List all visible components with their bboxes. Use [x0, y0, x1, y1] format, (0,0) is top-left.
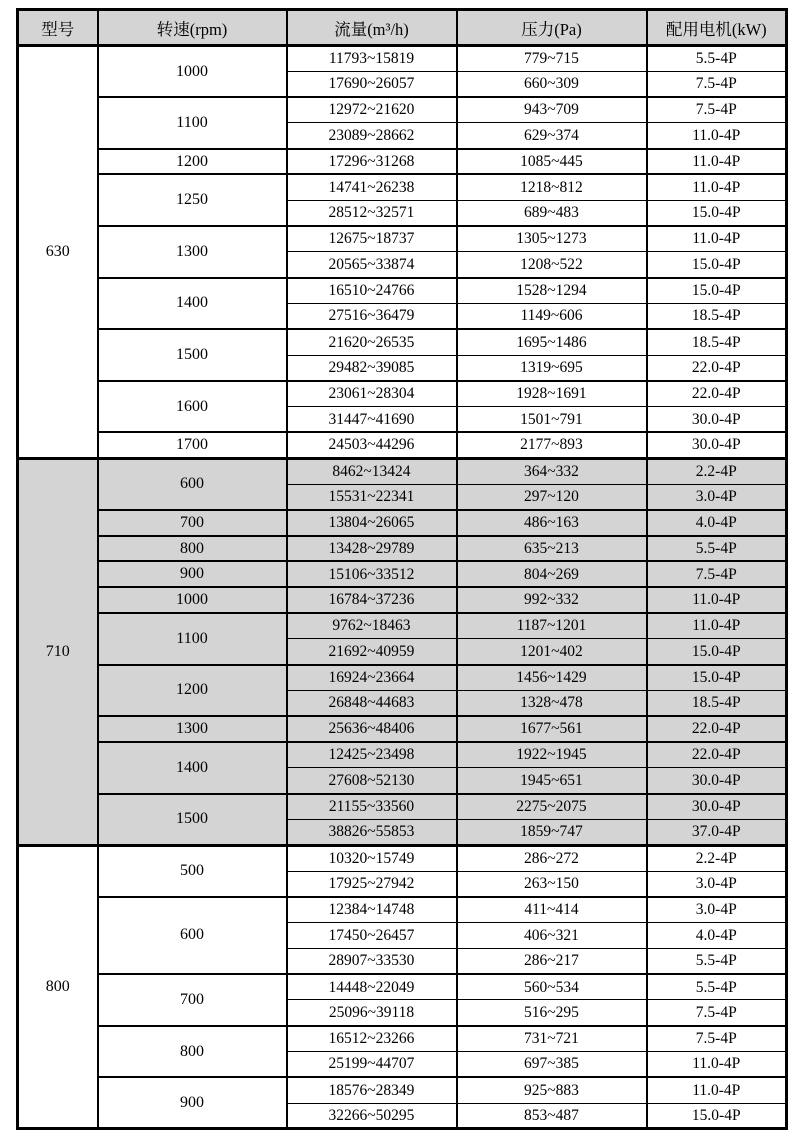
motor-cell: 22.0-4P: [647, 355, 787, 381]
flow-cell: 14448~22049: [287, 974, 457, 1000]
motor-cell: 3.0-4P: [647, 897, 787, 923]
motor-cell: 15.0-4P: [647, 200, 787, 226]
motor-cell: 3.0-4P: [647, 484, 787, 510]
pressure-cell: 1501~791: [457, 407, 647, 433]
flow-cell: 25636~48406: [287, 716, 457, 742]
rpm-cell: 1400: [98, 278, 287, 330]
motor-cell: 18.5-4P: [647, 690, 787, 716]
motor-cell: 18.5-4P: [647, 303, 787, 329]
motor-cell: 11.0-4P: [647, 1077, 787, 1103]
table-row: [18, 174, 787, 200]
table-row: [18, 149, 787, 175]
pressure-cell: 853~487: [457, 1103, 647, 1129]
motor-cell: 11.0-4P: [647, 149, 787, 175]
pressure-cell: 1305~1273: [457, 226, 647, 252]
motor-cell: 15.0-4P: [647, 665, 787, 691]
table-row: [18, 665, 787, 691]
pressure-cell: 925~883: [457, 1077, 647, 1103]
motor-cell: 37.0-4P: [647, 819, 787, 845]
pressure-cell: 1456~1429: [457, 665, 647, 691]
pressure-cell: 629~374: [457, 123, 647, 149]
motor-cell: 4.0-4P: [647, 510, 787, 536]
pressure-cell: 1328~478: [457, 690, 647, 716]
pressure-cell: 943~709: [457, 97, 647, 123]
pressure-cell: 1085~445: [457, 149, 647, 175]
motor-cell: 5.5-4P: [647, 536, 787, 562]
pressure-cell: 2177~893: [457, 432, 647, 458]
column-header-flow: 流量(m³/h): [287, 10, 457, 46]
column-header-rpm: 转速(rpm): [98, 10, 287, 46]
flow-cell: 29482~39085: [287, 355, 457, 381]
flow-cell: 16784~37236: [287, 587, 457, 613]
motor-cell: 30.0-4P: [647, 432, 787, 458]
rpm-cell: 700: [98, 974, 287, 1026]
flow-cell: 17690~26057: [287, 71, 457, 97]
table-row: [18, 845, 787, 871]
pressure-cell: 286~217: [457, 948, 647, 974]
motor-cell: 7.5-4P: [647, 1000, 787, 1026]
flow-cell: 11793~15819: [287, 46, 457, 72]
motor-cell: 5.5-4P: [647, 46, 787, 72]
table-row: [18, 1026, 787, 1052]
pressure-cell: 1528~1294: [457, 278, 647, 304]
motor-cell: 2.2-4P: [647, 845, 787, 871]
flow-cell: 23089~28662: [287, 123, 457, 149]
header-row: [18, 10, 787, 46]
pressure-cell: 992~332: [457, 587, 647, 613]
motor-cell: 7.5-4P: [647, 97, 787, 123]
pressure-cell: 1859~747: [457, 819, 647, 845]
pressure-cell: 286~272: [457, 845, 647, 871]
column-header-model: 型号: [18, 10, 98, 46]
rpm-cell: 1500: [98, 794, 287, 846]
rpm-cell: 700: [98, 510, 287, 536]
pressure-cell: 1677~561: [457, 716, 647, 742]
motor-cell: 7.5-4P: [647, 1026, 787, 1052]
motor-cell: 11.0-4P: [647, 613, 787, 639]
table-row: [18, 510, 787, 536]
motor-cell: 15.0-4P: [647, 278, 787, 304]
flow-cell: 25199~44707: [287, 1052, 457, 1078]
rpm-cell: 1250: [98, 174, 287, 226]
pressure-cell: 364~332: [457, 458, 647, 484]
rpm-cell: 1000: [98, 587, 287, 613]
flow-cell: 13804~26065: [287, 510, 457, 536]
motor-cell: 7.5-4P: [647, 71, 787, 97]
pressure-cell: 1922~1945: [457, 742, 647, 768]
table-header: [18, 10, 787, 46]
flow-cell: 17450~26457: [287, 923, 457, 949]
rpm-cell: 1200: [98, 149, 287, 175]
flow-cell: 10320~15749: [287, 845, 457, 871]
flow-cell: 12972~21620: [287, 97, 457, 123]
flow-cell: 25096~39118: [287, 1000, 457, 1026]
flow-cell: 16510~24766: [287, 278, 457, 304]
pressure-cell: 635~213: [457, 536, 647, 562]
pressure-cell: 1695~1486: [457, 329, 647, 355]
flow-cell: 15531~22341: [287, 484, 457, 510]
flow-cell: 17925~27942: [287, 871, 457, 897]
pressure-cell: 2275~2075: [457, 794, 647, 820]
motor-cell: 30.0-4P: [647, 768, 787, 794]
table-row: [18, 716, 787, 742]
rpm-cell: 1000: [98, 46, 287, 98]
flow-cell: 15106~33512: [287, 561, 457, 587]
pressure-cell: 406~321: [457, 923, 647, 949]
motor-cell: 22.0-4P: [647, 716, 787, 742]
flow-cell: 9762~18463: [287, 613, 457, 639]
rpm-cell: 1300: [98, 226, 287, 278]
rpm-cell: 600: [98, 897, 287, 974]
motor-cell: 11.0-4P: [647, 174, 787, 200]
pressure-cell: 1201~402: [457, 639, 647, 665]
motor-cell: 15.0-4P: [647, 639, 787, 665]
flow-cell: 21155~33560: [287, 794, 457, 820]
pressure-cell: 1319~695: [457, 355, 647, 381]
table-row: [18, 381, 787, 407]
pressure-cell: 697~385: [457, 1052, 647, 1078]
table-row: [18, 278, 787, 304]
pressure-cell: 297~120: [457, 484, 647, 510]
rpm-cell: 1200: [98, 665, 287, 717]
table-row: [18, 46, 787, 72]
table-row: [18, 97, 787, 123]
table-row: [18, 536, 787, 562]
flow-cell: 12384~14748: [287, 897, 457, 923]
motor-cell: 30.0-4P: [647, 407, 787, 433]
pressure-cell: 486~163: [457, 510, 647, 536]
flow-cell: 26848~44683: [287, 690, 457, 716]
table-row: [18, 432, 787, 458]
pressure-cell: 689~483: [457, 200, 647, 226]
flow-cell: 31447~41690: [287, 407, 457, 433]
rpm-cell: 1400: [98, 742, 287, 794]
pressure-cell: 731~721: [457, 1026, 647, 1052]
flow-cell: 8462~13424: [287, 458, 457, 484]
flow-cell: 16512~23266: [287, 1026, 457, 1052]
pressure-cell: 516~295: [457, 1000, 647, 1026]
flow-cell: 13428~29789: [287, 536, 457, 562]
model-cell: 710: [18, 458, 98, 845]
flow-cell: 32266~50295: [287, 1103, 457, 1129]
flow-cell: 21620~26535: [287, 329, 457, 355]
flow-cell: 12675~18737: [287, 226, 457, 252]
flow-cell: 12425~23498: [287, 742, 457, 768]
motor-cell: 7.5-4P: [647, 561, 787, 587]
flow-cell: 24503~44296: [287, 432, 457, 458]
table-row: [18, 561, 787, 587]
rpm-cell: 900: [98, 561, 287, 587]
motor-cell: 4.0-4P: [647, 923, 787, 949]
fan-spec-table: [16, 8, 788, 1130]
rpm-cell: 900: [98, 1077, 287, 1129]
table-row: [18, 587, 787, 613]
pressure-cell: 779~715: [457, 46, 647, 72]
rpm-cell: 1600: [98, 381, 287, 433]
motor-cell: 15.0-4P: [647, 252, 787, 278]
pressure-cell: 560~534: [457, 974, 647, 1000]
column-header-pressure: 压力(Pa): [457, 10, 647, 46]
motor-cell: 15.0-4P: [647, 1103, 787, 1129]
table-row: [18, 897, 787, 923]
pressure-cell: 1149~606: [457, 303, 647, 329]
table-row: [18, 794, 787, 820]
rpm-cell: 800: [98, 536, 287, 562]
pressure-cell: 1187~1201: [457, 613, 647, 639]
flow-cell: 20565~33874: [287, 252, 457, 278]
flow-cell: 28907~33530: [287, 948, 457, 974]
pressure-cell: 1208~522: [457, 252, 647, 278]
table-body: [18, 46, 787, 1129]
rpm-cell: 800: [98, 1026, 287, 1078]
column-header-motor: 配用电机(kW): [647, 10, 787, 46]
model-cell: 800: [18, 845, 98, 1129]
motor-cell: 22.0-4P: [647, 742, 787, 768]
table-row: [18, 329, 787, 355]
motor-cell: 3.0-4P: [647, 871, 787, 897]
rpm-cell: 1700: [98, 432, 287, 458]
motor-cell: 22.0-4P: [647, 381, 787, 407]
flow-cell: 17296~31268: [287, 149, 457, 175]
table-row: [18, 742, 787, 768]
motor-cell: 11.0-4P: [647, 587, 787, 613]
motor-cell: 5.5-4P: [647, 948, 787, 974]
table-row: [18, 613, 787, 639]
pressure-cell: 411~414: [457, 897, 647, 923]
motor-cell: 5.5-4P: [647, 974, 787, 1000]
motor-cell: 30.0-4P: [647, 794, 787, 820]
pressure-cell: 1218~812: [457, 174, 647, 200]
table-row: [18, 1077, 787, 1103]
table-row: [18, 226, 787, 252]
pressure-cell: 263~150: [457, 871, 647, 897]
motor-cell: 11.0-4P: [647, 226, 787, 252]
flow-cell: 27608~52130: [287, 768, 457, 794]
table-row: [18, 974, 787, 1000]
motor-cell: 2.2-4P: [647, 458, 787, 484]
pressure-cell: 1945~651: [457, 768, 647, 794]
rpm-cell: 1100: [98, 97, 287, 149]
pressure-cell: 1928~1691: [457, 381, 647, 407]
motor-cell: 11.0-4P: [647, 123, 787, 149]
flow-cell: 14741~26238: [287, 174, 457, 200]
model-cell: 630: [18, 46, 98, 459]
pressure-cell: 804~269: [457, 561, 647, 587]
rpm-cell: 1100: [98, 613, 287, 665]
rpm-cell: 1500: [98, 329, 287, 381]
rpm-cell: 600: [98, 458, 287, 510]
flow-cell: 18576~28349: [287, 1077, 457, 1103]
flow-cell: 28512~32571: [287, 200, 457, 226]
motor-cell: 11.0-4P: [647, 1052, 787, 1078]
flow-cell: 21692~40959: [287, 639, 457, 665]
motor-cell: 18.5-4P: [647, 329, 787, 355]
flow-cell: 27516~36479: [287, 303, 457, 329]
flow-cell: 38826~55853: [287, 819, 457, 845]
pressure-cell: 660~309: [457, 71, 647, 97]
rpm-cell: 1300: [98, 716, 287, 742]
rpm-cell: 500: [98, 845, 287, 897]
table-row: [18, 458, 787, 484]
flow-cell: 16924~23664: [287, 665, 457, 691]
flow-cell: 23061~28304: [287, 381, 457, 407]
